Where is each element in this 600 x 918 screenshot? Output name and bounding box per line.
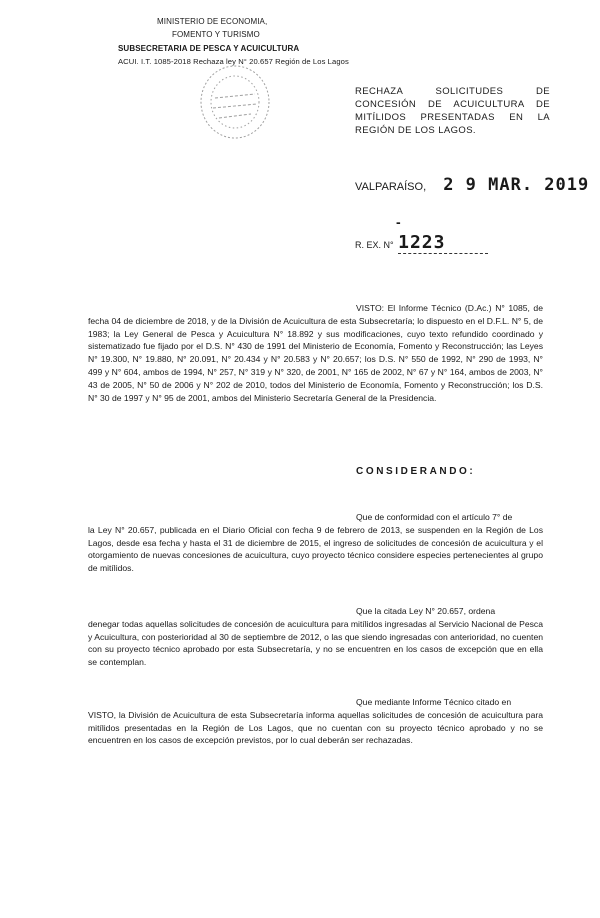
date-line [355, 175, 589, 195]
paragraph-body: la Ley N° 20.657, publicada en el Diario Oficial con fecha 9 de febrero de 2013, se suspenden en la Región de Los Lagos, desde esa fecha y hasta el 31 de diciembre de 2015, el ingreso de solicitudes de concesión de acuicultura y el otorgamiento de nuevas concesiones de acuicultura, cuyo proyecto técnico considere especies pertenecientes al grupo de mitílidos. [88, 524, 543, 574]
document-title: RECHAZA SOLICITUDES DE CONCESIÓN DE ACUICULTURA DE MITÍLIDOS PRESENTADAS EN LA REGIÓN DE LOS LAGOS. [355, 86, 550, 136]
reference-line: ACUI. I.T. 1085-2018 Rechaza ley N° 20.657 Región de Los Lagos [118, 57, 349, 66]
considerando-item-1 [88, 511, 543, 575]
resolution-line [355, 232, 488, 254]
considerando-item-2 [88, 605, 543, 669]
official-stamp-graphic [195, 58, 273, 148]
ministry-line-2: FOMENTO Y TURISMO [172, 30, 260, 39]
paragraph-body: VISTO, la División de Acuicultura de esta Subsecretaría informa aquellas solicitudes de concesión de acuicultura para mitílidos presentadas en la Región de Los Lagos, que no cuentan con su proyecto técnico aprobado y no se encuentren en los casos de excepción previstos, por lo cual deberán ser rechazadas. [88, 709, 543, 746]
considerando-item-3 [88, 696, 543, 747]
paragraph-body: denegar todas aquellas solicitudes de concesión de acuicultura para mitílidos ingresadas al Servicio Nacional de Pesca y Acuicultura, con posterioridad al 30 de septiembre de 2012, o las que siendo ingresadas con anterioridad, no cuenten con su proyecto técnico aprobado por esta Subsecretaría, y no se encuentren en los casos de excepción que en ella se contemplan. [88, 618, 543, 668]
ministry-line-1: MINISTERIO DE ECONOMIA, [157, 17, 268, 26]
visto-paragraph: VISTO: El Informe Técnico (D.Ac.) N° 1085, de fecha 04 de diciembre de 2018, y de la División de Acuicultura de esta Subsecretaría; lo dispuesto en el D.F.L. N° 5, de 1983; la Ley General de Pesca y Acuicultura N° 18.892 y sus modificaciones, cuyo texto refundido coordinado y sistematizado fue fijado por el D.S. N° 430 de 1991 del Ministerio de Economía, Fomento y Reconstrucción; las Leyes N° 19.300, N° 19.880, N° 20.091, N° 20.434 y N° 20.583 y N° 20.657; los D.S. N° 550 de 1992, N° 290 de 1993, N° 499 y N° 604, ambos de 1994, N° 257, N° 319 y N° 320, de 2001, N° 165 de 2002, N° 67 y N° 164, ambos de 2003, N° 43 de 2005, N° 50 de 2006 y N° 202 de 2010, todos del Ministerio de Economía, Fomento y Reconstrucción; los D.S. N° 30 de 1997 y N° 95 de 2001, ambos del Ministerio Secretaría General de la Presidencia. [88, 303, 543, 403]
paragraph-lead: Que la citada Ley N° 20.657, ordena [356, 606, 496, 616]
place-label: VALPARAÍSO, [355, 181, 427, 193]
resolution-dash: - [396, 214, 401, 230]
resolution-number: 1223 [398, 232, 488, 254]
paragraph-lead: Que mediante Informe Técnico citado en [356, 697, 512, 707]
considerando-heading: CONSIDERANDO: [356, 466, 476, 477]
paragraph-lead: Que de conformidad con el artículo 7° de [356, 512, 513, 522]
subsecretaria-name: SUBSECRETARIA DE PESCA Y ACUICULTURA [118, 44, 300, 53]
date-value: 2 9 MAR. 2019 [443, 175, 590, 195]
resolution-label: R. EX. N° [355, 240, 394, 250]
